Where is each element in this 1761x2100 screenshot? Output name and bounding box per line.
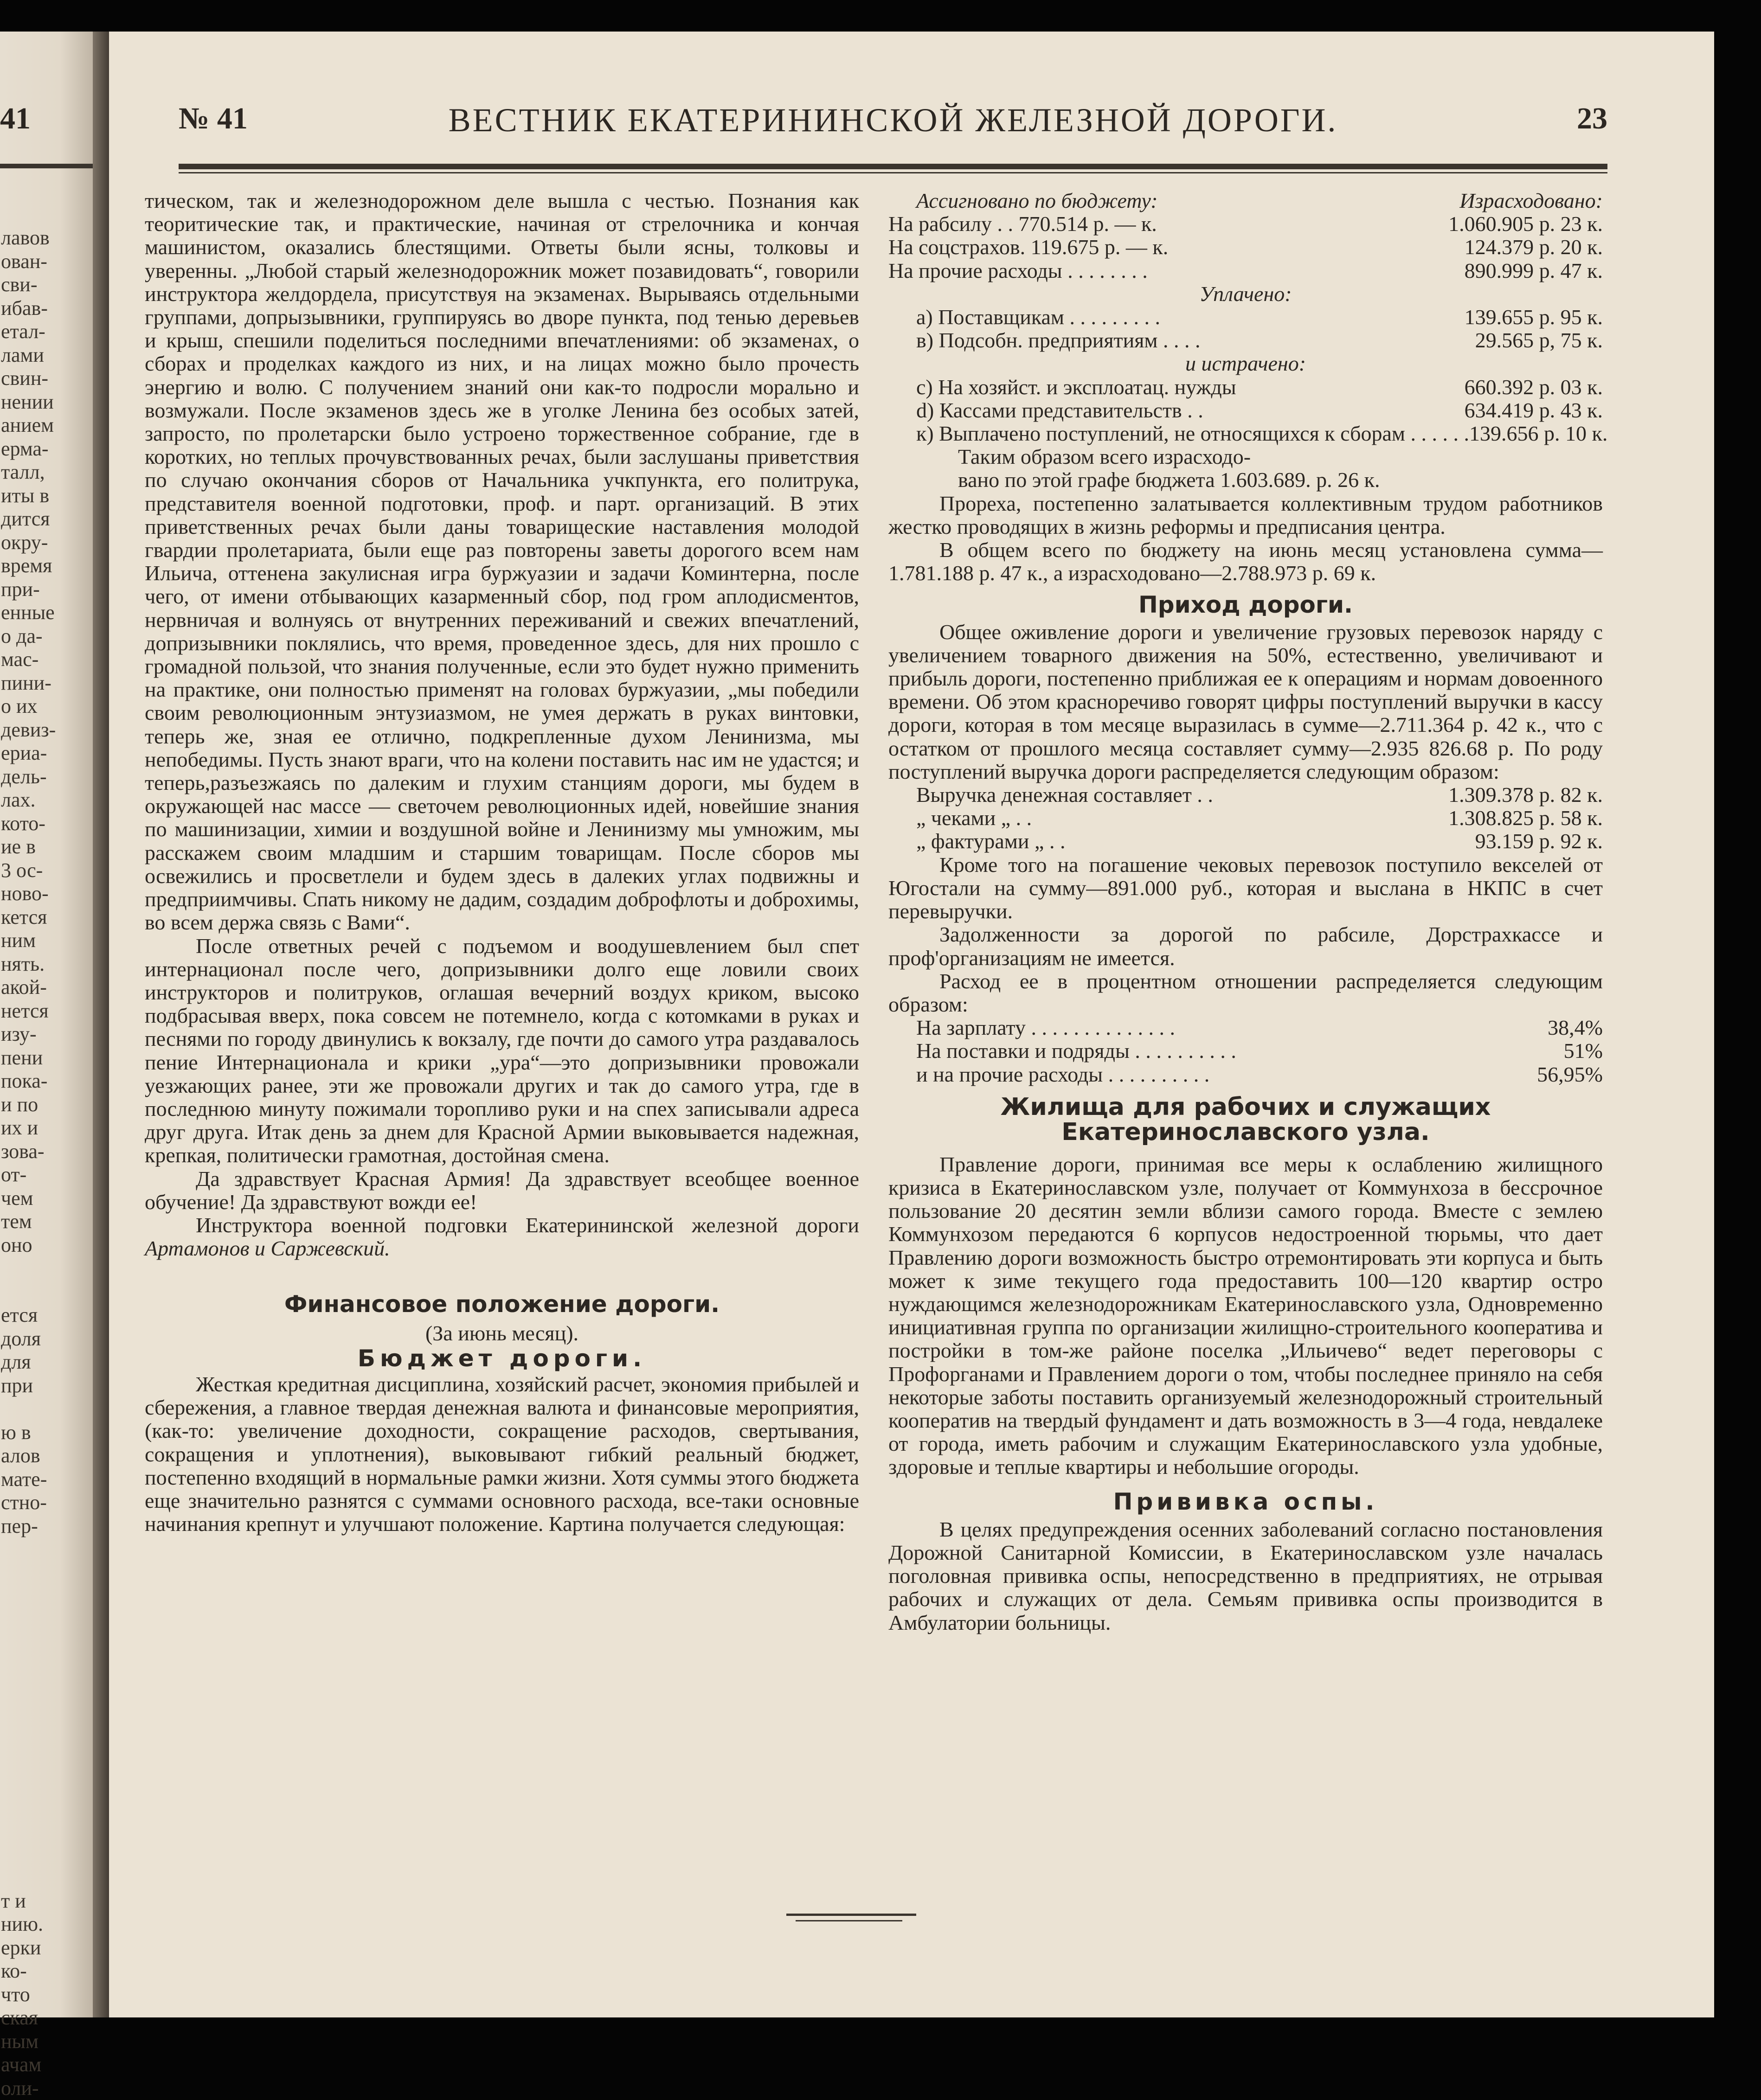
facing-page-line	[1, 1819, 56, 1843]
facing-page-line: ново-	[1, 882, 56, 906]
facing-page-line: иты в	[1, 484, 56, 508]
total-line: Таким образом всего израсходо-	[888, 445, 1603, 468]
article-paragraph: Кроме того на погашение чековых перевозок поступило векселей от Югостали на сумму—891.000 руб., которая и выслана в НКПС в счет перевыручки.	[888, 853, 1603, 923]
facing-page-line: стно-	[1, 1491, 56, 1515]
facing-page-line: мас-	[1, 648, 56, 672]
article-paragraph: В общем всего по бюджету на июнь месяц установлена сумма—1.781.188 р. 47 к., а израсходовано—2.788.973 р. 69 к.	[888, 538, 1603, 585]
facing-page-line	[1, 1749, 56, 1773]
row-value: 56,95%	[1537, 1063, 1603, 1086]
facing-page-line: изу-	[1, 1023, 56, 1046]
facing-page-line: о их	[1, 695, 56, 718]
row-label: На рабсилу . . 770.514 р. — к.	[888, 212, 1448, 236]
facing-page-line	[1, 1866, 56, 1889]
facing-page-line	[1, 1562, 56, 1585]
row-value: 1.060.905 р. 23 к.	[1448, 212, 1603, 236]
row-label: На прочие расходы . . . . . . . .	[888, 259, 1465, 282]
facing-page-line	[1, 1257, 56, 1280]
facing-page-line: ю в	[1, 1421, 56, 1445]
facing-page-line	[1, 1772, 56, 1796]
table-row	[916, 306, 1603, 329]
facing-page-line: кется	[1, 906, 56, 929]
facing-page-line: 3 ос-	[1, 859, 56, 883]
facing-page-line	[1, 1843, 56, 1866]
facing-page-line	[1, 1397, 56, 1421]
row-label: с) На хозяйст. и эксплоатац. нужды	[916, 376, 1465, 399]
facing-page-line	[1, 1632, 56, 1655]
facing-page-line: т и	[1, 1889, 56, 1913]
facing-page-line: ерма-	[1, 437, 56, 461]
row-label: „ чеками „ . .	[916, 807, 1448, 830]
row-value: 38,4%	[1548, 1016, 1603, 1039]
row-label: а) Поставщикам . . . . . . . . .	[916, 306, 1465, 329]
spent-rows	[888, 376, 1603, 446]
row-label: к) Выплачено поступлений, не относящихся к сборам . . . . . .	[916, 422, 1469, 445]
facing-page-line: ериа-	[1, 742, 56, 765]
table-row	[916, 830, 1603, 853]
article-paragraph: Прореха, постепенно залатывается коллективным трудом работников жестко проводящих в жизнь реформы и предписания центра.	[888, 492, 1603, 538]
table-row	[916, 1016, 1603, 1039]
row-label: в) Подсобн. предприятиям . . . .	[916, 329, 1475, 352]
facing-page-line: пер-	[1, 1515, 56, 1538]
facing-page-line	[1, 1608, 56, 1632]
facing-page-strip	[0, 32, 100, 2017]
row-value: 1.309.378 р. 82 к.	[1448, 783, 1603, 807]
facing-page-line: доля	[1, 1327, 56, 1351]
facing-page-line: при	[1, 1374, 56, 1398]
spent-label: Израсходовано:	[1459, 189, 1603, 212]
budget-rows	[888, 212, 1603, 282]
issue-number: № 41	[179, 101, 248, 136]
percent-rows	[888, 1016, 1603, 1086]
facing-page-line: нять.	[1, 953, 56, 976]
facing-page-line: девиз-	[1, 718, 56, 742]
row-value: 93.159 р. 92 к.	[1475, 830, 1603, 853]
article-paragraph: Правление дороги, принимая все меры к ослаблению жилищного кризиса в Екатеринославском узле, получает от Коммунхоза в бессрочное пользование 20 десятин земли вблизи самого города. Вместе с землею Коммунхозом передаются 6 корпусов недостроенной тюрьмы, что дает Правлению дороги возможность быстро отремонтировать эти корпуса и быть может к зиме текущего года предоставить 100—120 квартир остро нуждающимся железнодорожникам Екатеринославского узла, Одновременно инициативная группа по организации жилищно-строительного кооператива и постройки в том-же районе поселка „Ильичево“ ведет переговоры с Профорганами и Правлением дороги о том, чтобы последнее приняло на себя некоторые заботы поставить организуемый железнодорожный строительный кооператив на твердый фундамент и дать возможность в 3—4 года, невдалеке от города, иметь рабочим и служащим Екатеринославского узла удобные, здоровые и теплые квартиры и небольшие огороды.	[888, 1153, 1603, 1479]
facing-page-line: и по	[1, 1093, 56, 1117]
article-paragraph: Общее оживление дороги и увеличение грузовых перевозок наряду с увеличением товарного движения на 50%, естественно, увеличивают и прибыль дороги, постепенно приближая ее к операциям и нормам довоенного времени. Об этом красноречиво говорят цифры поступлений выручки в кассу дороги, которая в том месяце выразилась в сумме—2.711.364 р. 42 к., что с остатком от прошлого месяца составляет сумму—2.935 826.68 р. По роду поступлений выручка дороги распределяется следующим образом:	[888, 621, 1603, 783]
facing-page-line: время	[1, 554, 56, 578]
facing-page-line	[1, 1678, 56, 1702]
row-value: 124.379 р. 20 к.	[1465, 236, 1603, 259]
facing-page-line: ным	[1, 2030, 56, 2054]
facing-page-line: что	[1, 1983, 56, 2007]
row-value: 51%	[1564, 1039, 1603, 1063]
facing-page-line: енные	[1, 601, 56, 625]
facing-page-line: ибав-	[1, 297, 56, 320]
header-rule-thin	[179, 172, 1607, 173]
article-paragraph: Жесткая кредитная дисциплина, хозяйский расчет, экономия прибылей и сбережения, а главное твердая денежная валюта и финансовые мероприятия, (как-то: увеличение доходности, сокращение расходов, свертывания, сокращения и уплотнения), выковывают гибкий реальный бюджет, постепенно входящий в нормальные рамки жизни. Хотя суммы этого бюджета еще значительно разнятся с суммами основного расхода, все-таки основные начинания крепнут и улучшают положение. Картина получается следующая:	[145, 1373, 859, 1536]
row-label: Выручка денежная составляет . .	[916, 783, 1448, 807]
article-paragraph: После ответных речей с подъемом и воодушевлением был спет интернационал после чего, допризывники долго еще ловили своих инструкторов и политруков, оглашая вечерний воздух криком, высоко подбрасывая вверх, пока совсем не потемнело, когда с котомками в руках и песнями по городу двинулись к вокзалу, где почти до самого утра раздавалось пение Интернационала и крики „ура“—это допризывники провожали уезжающих ранее, эти же провожали других и так до самого утра, где в последнюю минуту пожимали торопливо руки и на спех записывали адреса друг друга. Итак день за днем для Красной Армии выковывается надежная, крепкая, политически грамотная, достойная смена.	[145, 935, 859, 1167]
facing-page-line: нию.	[1, 1913, 56, 1936]
facing-page-line: пока-	[1, 1069, 56, 1093]
table-row	[916, 329, 1603, 352]
table-row	[888, 212, 1603, 236]
row-label: и на прочие расходы . . . . . . . . . .	[916, 1063, 1537, 1086]
article-paragraph: Расход ее в процентном отношении распределяется следующим образом:	[888, 970, 1603, 1016]
facing-page-line: талл,	[1, 461, 56, 484]
facing-page-line: мате-	[1, 1468, 56, 1492]
facing-page-line	[1, 1585, 56, 1608]
article-signature	[145, 1214, 859, 1260]
facing-page-line: лами	[1, 344, 56, 367]
facing-page-line: етал-	[1, 320, 56, 344]
article-paragraph: В целях предупреждения осенних заболеваний согласно постановления Дорожной Санитарной Комиссии, в Екатеринославском узле началась поголовная прививка оспы, непосредственно в предприятиях, не отрывая рабочих и служащих от дела. Семьям прививка оспы производится в Амбулатории больницы.	[888, 1518, 1603, 1634]
facing-page-line: зова-	[1, 1140, 56, 1164]
facing-page-rule	[0, 164, 100, 168]
facing-page-line: ован-	[1, 250, 56, 274]
section-heading-income: Приход дороги.	[888, 593, 1603, 616]
right-column	[888, 189, 1603, 1634]
section-heading-budget: Бюджет дороги.	[145, 1347, 859, 1370]
section-heading-finance: Финансовое положение дороги.	[145, 1293, 859, 1316]
facing-page-line: дится	[1, 507, 56, 531]
facing-page-line: ним	[1, 929, 56, 953]
paid-rows	[888, 306, 1603, 352]
facing-page-line: ется	[1, 1304, 56, 1327]
facing-page-line: их и	[1, 1116, 56, 1140]
facing-page-line: чем	[1, 1187, 56, 1210]
book-gutter	[93, 32, 111, 2017]
facing-page-line: акой-	[1, 976, 56, 999]
row-value: 29.565 р, 75 к.	[1475, 329, 1603, 352]
facing-page-line: тем	[1, 1210, 56, 1234]
table-row	[916, 422, 1603, 445]
spent-more-label: и истрачено:	[888, 352, 1603, 375]
table-row	[916, 807, 1603, 830]
page-header	[179, 101, 1607, 157]
row-label: На зарплату . . . . . . . . . . . . . .	[916, 1016, 1548, 1039]
facing-page-line	[1, 1655, 56, 1679]
facing-page-line: дель-	[1, 765, 56, 789]
facing-page-line: пени	[1, 1046, 56, 1070]
table-row	[916, 1063, 1603, 1086]
end-rule	[786, 1914, 916, 1916]
row-value: 1.308.825 р. 58 к.	[1448, 807, 1603, 830]
facing-page-line	[1, 1538, 56, 1562]
assigned-label: Ассигновано по бюджету:	[888, 189, 1158, 212]
newspaper-title: ВЕСТНИК ЕКАТЕРИНИНСКОЙ ЖЕЛЕЗНОЙ ДОРОГИ.	[179, 101, 1607, 140]
budget-table-header	[888, 189, 1603, 212]
newspaper-page	[109, 32, 1714, 2017]
table-row	[916, 376, 1603, 399]
table-row	[916, 783, 1603, 807]
facing-page-line: алов	[1, 1444, 56, 1468]
row-value: 139.656 р. 10 к.	[1469, 422, 1607, 445]
facing-page-line: лавов	[1, 226, 56, 250]
facing-page-line	[1, 1796, 56, 1819]
facing-page-line: от-	[1, 1163, 56, 1187]
facing-page-line: ко-	[1, 1959, 56, 1983]
end-rule-thin	[796, 1920, 902, 1921]
facing-page-line: ерки	[1, 1936, 56, 1960]
header-rule	[179, 164, 1607, 169]
facing-page-line: ская	[1, 2006, 56, 2030]
facing-page-line: нется	[1, 999, 56, 1023]
facing-page-line: свин-	[1, 367, 56, 391]
section-subheading: (За июнь месяц).	[145, 1322, 859, 1345]
revenue-rows	[888, 783, 1603, 853]
facing-page-line: при-	[1, 578, 56, 602]
row-value: 139.655 р. 95 к.	[1465, 306, 1603, 329]
facing-page-line: окру-	[1, 531, 56, 555]
page-number: 23	[1577, 101, 1607, 136]
facing-page-line: нении	[1, 391, 56, 414]
facing-page-line: кото-	[1, 812, 56, 836]
paid-label: Уплачено:	[888, 282, 1603, 306]
row-value: 634.419 р. 43 к.	[1465, 399, 1603, 422]
facing-page-line: ачам	[1, 2053, 56, 2077]
row-value: 660.392 р. 03 к.	[1465, 376, 1603, 399]
facing-page-line: анием	[1, 414, 56, 437]
facing-page-line	[1, 1280, 56, 1304]
signature-names: Артамонов и Саржевский.	[145, 1236, 390, 1260]
article-paragraph: Задолженности за дорогой по рабсиле, Дорстрахкассе и проф'организациям не имеется.	[888, 923, 1603, 969]
row-label: d) Кассами представительств . .	[916, 399, 1465, 422]
facing-page-line	[1, 1702, 56, 1726]
facing-page-line: сви-	[1, 273, 56, 297]
left-column	[145, 189, 859, 1536]
row-value: 890.999 р. 47 к.	[1465, 259, 1603, 282]
signature-prefix: Инструктора военной подговки Екатерининской железной дороги	[196, 1213, 859, 1237]
section-heading-housing: Жилища для рабочих и служащих Екатеринославского узла.	[888, 1095, 1603, 1145]
facing-page-line: ие в	[1, 835, 56, 859]
facing-page-line: лах.	[1, 788, 56, 812]
row-label: На соцстрахов. 119.675 р. — к.	[888, 236, 1465, 259]
table-row	[916, 399, 1603, 422]
total-line: вано по этой графе бюджета 1.603.689. р. 26 к.	[888, 468, 1603, 492]
row-label: „ фактурами „ . .	[916, 830, 1475, 853]
facing-page-line	[1, 1725, 56, 1749]
table-row	[888, 259, 1603, 282]
facing-page-line: пини-	[1, 672, 56, 695]
facing-page-line: для	[1, 1351, 56, 1374]
article-paragraph: тическом, так и железнодорожном деле вышла с честью. Познания как теоритические так, и практические, начиная от стрелочника и кончая машинистом, оказались блестящими. Ответы были ясны, толковы и уверенны. „Любой старый железнодорожник может позавидовать“, говорили инструктора желдордела, присутствуя на экзаменах. Вырываясь отдельными группами, допрызывники, группируясь во дворе пункта, под тенью деревьев и крыш, спешили поделиться последними впечатлениями: об экзаменах, о сборах и проделках каждого из них, и на лицах можно было прочесть энергию и волю. С получением знаний они как-то подросли морально и возмужали. После экзаменов здесь же в уголке Ленина без особых затей, запросто, по пролетарски было устроено торжественное собрание, где в коротких, но теплых прочувствованных речах, были заслушаны приветствия по случаю окончания сборов от Начальника учкпункта, его политрука, представителя военной подготовки, проф. и парт. организаций. В этих приветственных речах были даны товарищеские наставления молодой гвардии пролетариата, были еще раз повторены заветы дорогого всем нам Ильича, оттенена закулисная игра буржуазии и задачи Коминтерна, после чего, от имени отбывающих казарменный сбор, под гром аплодисментов, нервничая и волнуясь от внутренних переживаний и свежих впечатлений, допризывники поклялись, что время, проведенное здесь, для них прошло с громадной пользой, что знания полученные, если это будет нужно применить на практике, они полностью применят на головах буржуазии, „мы победили своим революционным энтузиазмом, не умея держать в руках винтовки, теперь же, зная ее отлично, подкрепленные духом Ленинизма, мы непобедимы. Пусть знают враги, что на колени поставить нас им не удастся; и теперь,разъезжаясь по далеким и глухим станциям дороги, мы будем в окружающей нас массе — светочем революционных идей, новейшие знания по машинизации, химии и воздушной войне и Ленинизму мы умножим, мы расскажем своим младшим и старшим товарищам. После сборов мы освежились и просветлели и будем здесь в далеких углах подвижны и предприимчивы. Спать никому не дадим, создадим доброфлоты и доброхимы, во всем держа связь с Вами“.	[145, 189, 859, 935]
facing-page-line: оно	[1, 1234, 56, 1257]
section-heading-vaccination: Прививка оспы.	[888, 1490, 1603, 1513]
table-row	[888, 236, 1603, 259]
table-row	[916, 1039, 1603, 1063]
facing-page-line-ends	[1, 226, 56, 2100]
row-label: На поставки и подряды . . . . . . . . . .	[916, 1039, 1564, 1063]
facing-page-line: о да-	[1, 625, 56, 648]
article-paragraph: Да здравствует Красная Армия! Да здравствует всеобщее военное обучение! Да здравствуют вожди ее!	[145, 1167, 859, 1214]
facing-page-number: 41	[0, 101, 31, 136]
facing-page-line: оли-	[1, 2077, 56, 2100]
